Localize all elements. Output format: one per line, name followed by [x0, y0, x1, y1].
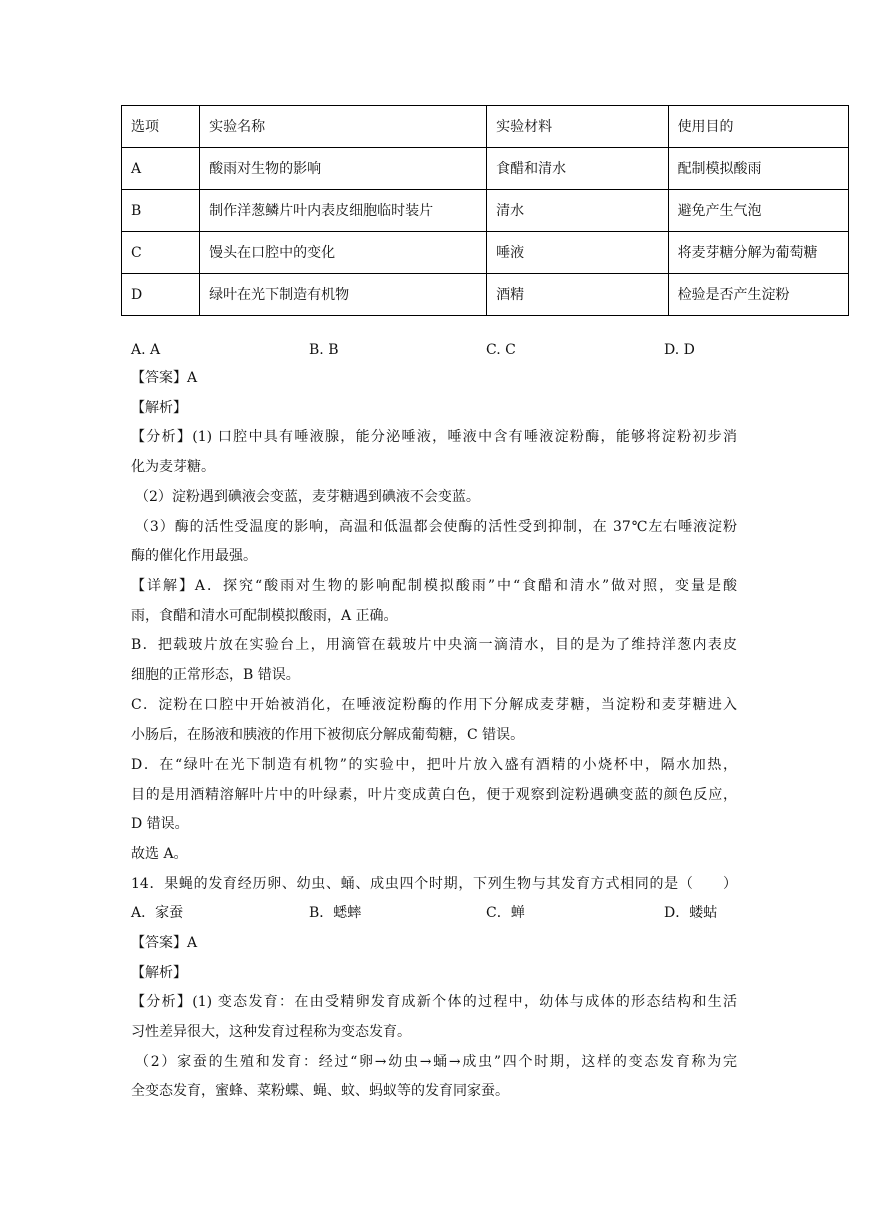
q13-option-a: A. A	[131, 342, 161, 358]
q14-analysis-line: 习性差异很大，这种发育过程称为变态发育。	[131, 1024, 411, 1040]
q13-detail-line: 雨，食醋和清水可配制模拟酸雨，A 正确。	[131, 608, 398, 624]
table-cell: B	[122, 190, 200, 232]
q14-analysis-heading: 【解析】	[131, 965, 187, 981]
q13-answer: 【答案】A	[131, 370, 198, 386]
table-row	[122, 190, 849, 232]
q14-answer: 【答案】A	[131, 935, 198, 951]
table-header-cell: 实验名称	[200, 106, 487, 148]
q13-detail-line: 细胞的正常形态，B 错误。	[131, 667, 300, 683]
table-header-row	[122, 106, 849, 148]
q13-detail-line: 【详解】A．探究“酸雨对生物的影响配制模拟酸雨”中“食醋和清水”做对照，变量是酸	[131, 578, 737, 594]
q13-analysis-line: （2）淀粉遇到碘液会变蓝，麦芽糖遇到碘液不会变蓝。	[135, 489, 480, 505]
table-cell: A	[122, 148, 200, 190]
q13-conclusion: 故选 A。	[131, 846, 188, 862]
q13-options	[131, 340, 831, 360]
q14-analysis-line: 全变态发育，蜜蜂、菜粉蝶、蝇、蚊、蚂蚁等的发育同家蚕。	[131, 1083, 509, 1099]
q13-option-b: B. B	[309, 342, 339, 358]
q13-analysis-line: 【分析】(1) 口腔中具有唾液腺，能分泌唾液，唾液中含有唾液淀粉酶，能够将淀粉初步消	[131, 429, 737, 445]
q13-option-c: C. C	[486, 342, 516, 358]
table-cell: 清水	[487, 190, 668, 232]
q13-option-d: D. D	[664, 342, 695, 358]
q13-detail-line: D 错误。	[131, 816, 189, 832]
q13-detail-line: C．淀粉在口腔中开始被消化，在唾液淀粉酶的作用下分解成麦芽糖，当淀粉和麦芽糖进入	[131, 697, 737, 713]
q13-analysis-heading: 【解析】	[131, 400, 187, 416]
q13-detail-line: D．在“绿叶在光下制造有机物”的实验中，把叶片放入盛有酒精的小烧杯中，隔水加热，	[131, 757, 737, 773]
q14-option-d: D．蝼蛄	[664, 905, 718, 921]
table-row	[122, 148, 849, 190]
table-row	[122, 274, 849, 316]
experiment-table	[121, 105, 849, 316]
table-header-cell: 使用目的	[668, 106, 848, 148]
table-cell: 将麦芽糖分解为葡萄糖	[668, 232, 848, 274]
table-header-cell: 选项	[122, 106, 200, 148]
table-cell: D	[122, 274, 200, 316]
q14-options	[131, 903, 831, 923]
q14-analysis-line: （2）家蚕的生殖和发育：经过“卵→幼虫→蛹→成虫”四个时期，这样的变态发育称为完	[135, 1054, 737, 1070]
q13-detail-line: 小肠后，在肠液和胰液的作用下被彻底分解成葡萄糖，C 错误。	[131, 727, 525, 743]
q14-option-b: B．蟋蟀	[309, 905, 362, 921]
q14-analysis-line: 【分析】(1) 变态发育：在由受精卵发育成新个体的过程中，幼体与成体的形态结构和生活	[131, 994, 737, 1010]
table-cell: 酸雨对生物的影响	[200, 148, 487, 190]
table-cell: C	[122, 232, 200, 274]
table-cell: 唾液	[487, 232, 668, 274]
table-row	[122, 232, 849, 274]
table-cell: 绿叶在光下制造有机物	[200, 274, 487, 316]
q13-analysis-line: 酶的催化作用最强。	[131, 548, 257, 564]
q14-option-c: C．蝉	[486, 905, 525, 921]
table-cell: 酒精	[487, 274, 668, 316]
q13-detail-line: 目的是用酒精溶解叶片中的叶绿素，叶片变成黄白色，便于观察到淀粉遇碘变蓝的颜色反应，	[131, 787, 737, 803]
q14-option-a: A．家蚕	[131, 905, 184, 921]
table-header-cell: 实验材料	[487, 106, 668, 148]
q13-analysis-line: 化为麦芽糖。	[131, 459, 215, 475]
table-cell: 食醋和清水	[487, 148, 668, 190]
table-cell: 制作洋葱鳞片叶内表皮细胞临时装片	[200, 190, 487, 232]
table-cell: 避免产生气泡	[668, 190, 848, 232]
q14-stem: 14．果蝇的发育经历卵、幼虫、蛹、成虫四个时期，下列生物与其发育方式相同的是（ ）	[131, 876, 737, 892]
table-cell: 配制模拟酸雨	[668, 148, 848, 190]
table-cell: 检验是否产生淀粉	[668, 274, 848, 316]
table-cell: 馒头在口腔中的变化	[200, 232, 487, 274]
q13-analysis-line: （3）酶的活性受温度的影响，高温和低温都会使酶的活性受到抑制，在 37℃左右唾液淀粉	[135, 519, 737, 535]
q13-detail-line: B．把载玻片放在实验台上，用滴管在载玻片中央滴一滴清水，目的是为了维持洋葱内表皮	[131, 637, 737, 653]
